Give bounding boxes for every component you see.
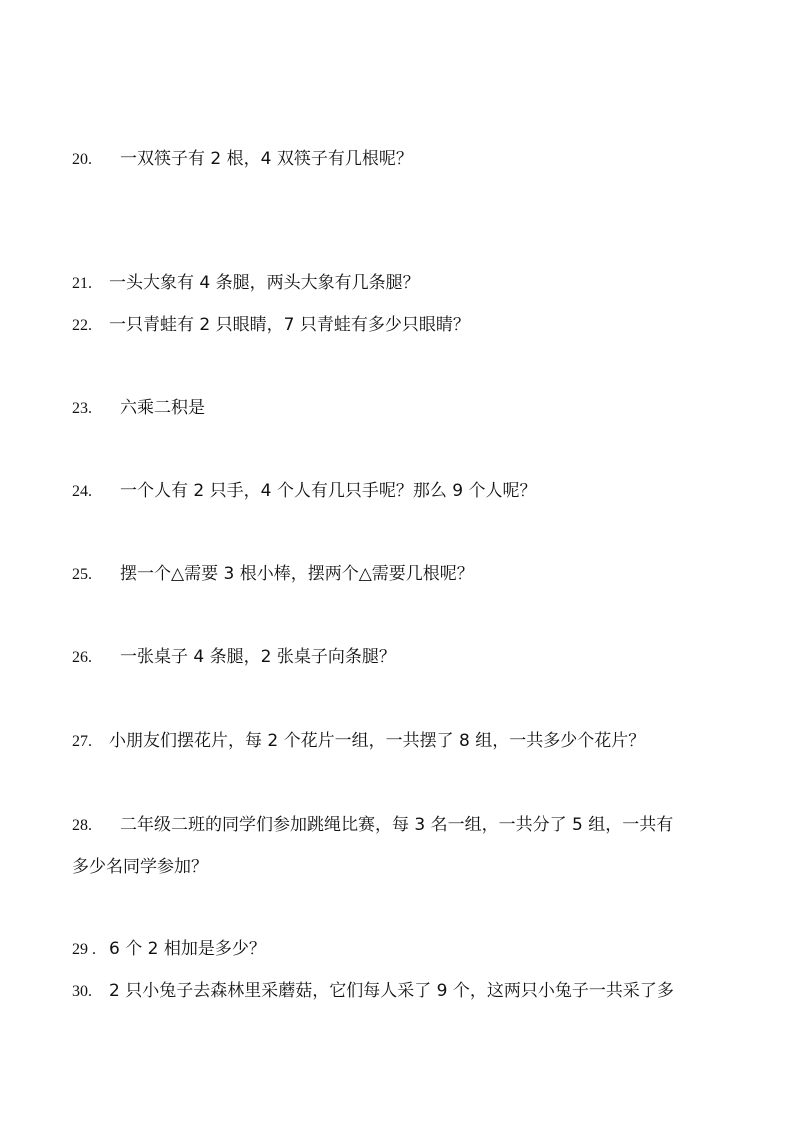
question-number: 21. bbox=[72, 275, 92, 292]
question-28-continuation: 多少名同学参加？ bbox=[72, 857, 208, 877]
question-text: 二年级二班的同学们参加跳绳比赛，每 3 名一组，一共分了 5 组，一共有 bbox=[120, 815, 674, 835]
question-22 bbox=[72, 314, 470, 337]
question-text: 一只青蛙有 2 只眼睛，7 只青蛙有多少只眼睛？ bbox=[109, 315, 470, 335]
question-text: 一双筷子有 2 根，4 双筷子有几根呢？ bbox=[120, 149, 413, 169]
question-text: 一张桌子 4 条腿，2 张桌子向条腿？ bbox=[120, 647, 396, 667]
question-30 bbox=[72, 980, 674, 1003]
question-27 bbox=[72, 730, 645, 753]
question-text: 六乘二积是 bbox=[120, 398, 205, 418]
question-number: 29 . bbox=[72, 941, 96, 958]
question-23 bbox=[72, 397, 205, 420]
question-number: 28. bbox=[72, 817, 92, 834]
question-number: 23. bbox=[72, 400, 92, 417]
question-text: 6 个 2 相加是多少？ bbox=[109, 939, 266, 959]
question-26 bbox=[72, 646, 396, 669]
question-number: 25. bbox=[72, 566, 92, 583]
question-28 bbox=[72, 814, 673, 837]
question-number: 22. bbox=[72, 317, 92, 334]
question-text: 一个人有 2 只手，4 个人有几只手呢？那么 9 个人呢？ bbox=[120, 481, 537, 501]
question-21 bbox=[72, 272, 420, 295]
question-text: 小朋友们摆花片，每 2 个花片一组，一共摆了 8 组，一共多少个花片？ bbox=[109, 731, 646, 751]
question-text: 摆一个△需要 3 根小棒，摆两个△需要几根呢？ bbox=[120, 564, 474, 584]
question-text: 2 只小兔子去森林里采蘑菇，它们每人采了 9 个，这两只小兔子一共采了多 bbox=[109, 981, 674, 1001]
question-number: 30. bbox=[72, 983, 92, 1000]
question-text: 一头大象有 4 条腿，两头大象有几条腿？ bbox=[109, 273, 420, 293]
question-20 bbox=[72, 148, 413, 171]
question-number: 26. bbox=[72, 649, 92, 666]
question-29 bbox=[72, 938, 266, 961]
question-24 bbox=[72, 480, 536, 503]
question-number: 24. bbox=[72, 483, 92, 500]
question-number: 27. bbox=[72, 733, 92, 750]
question-number: 20. bbox=[72, 151, 92, 168]
question-25 bbox=[72, 563, 474, 586]
